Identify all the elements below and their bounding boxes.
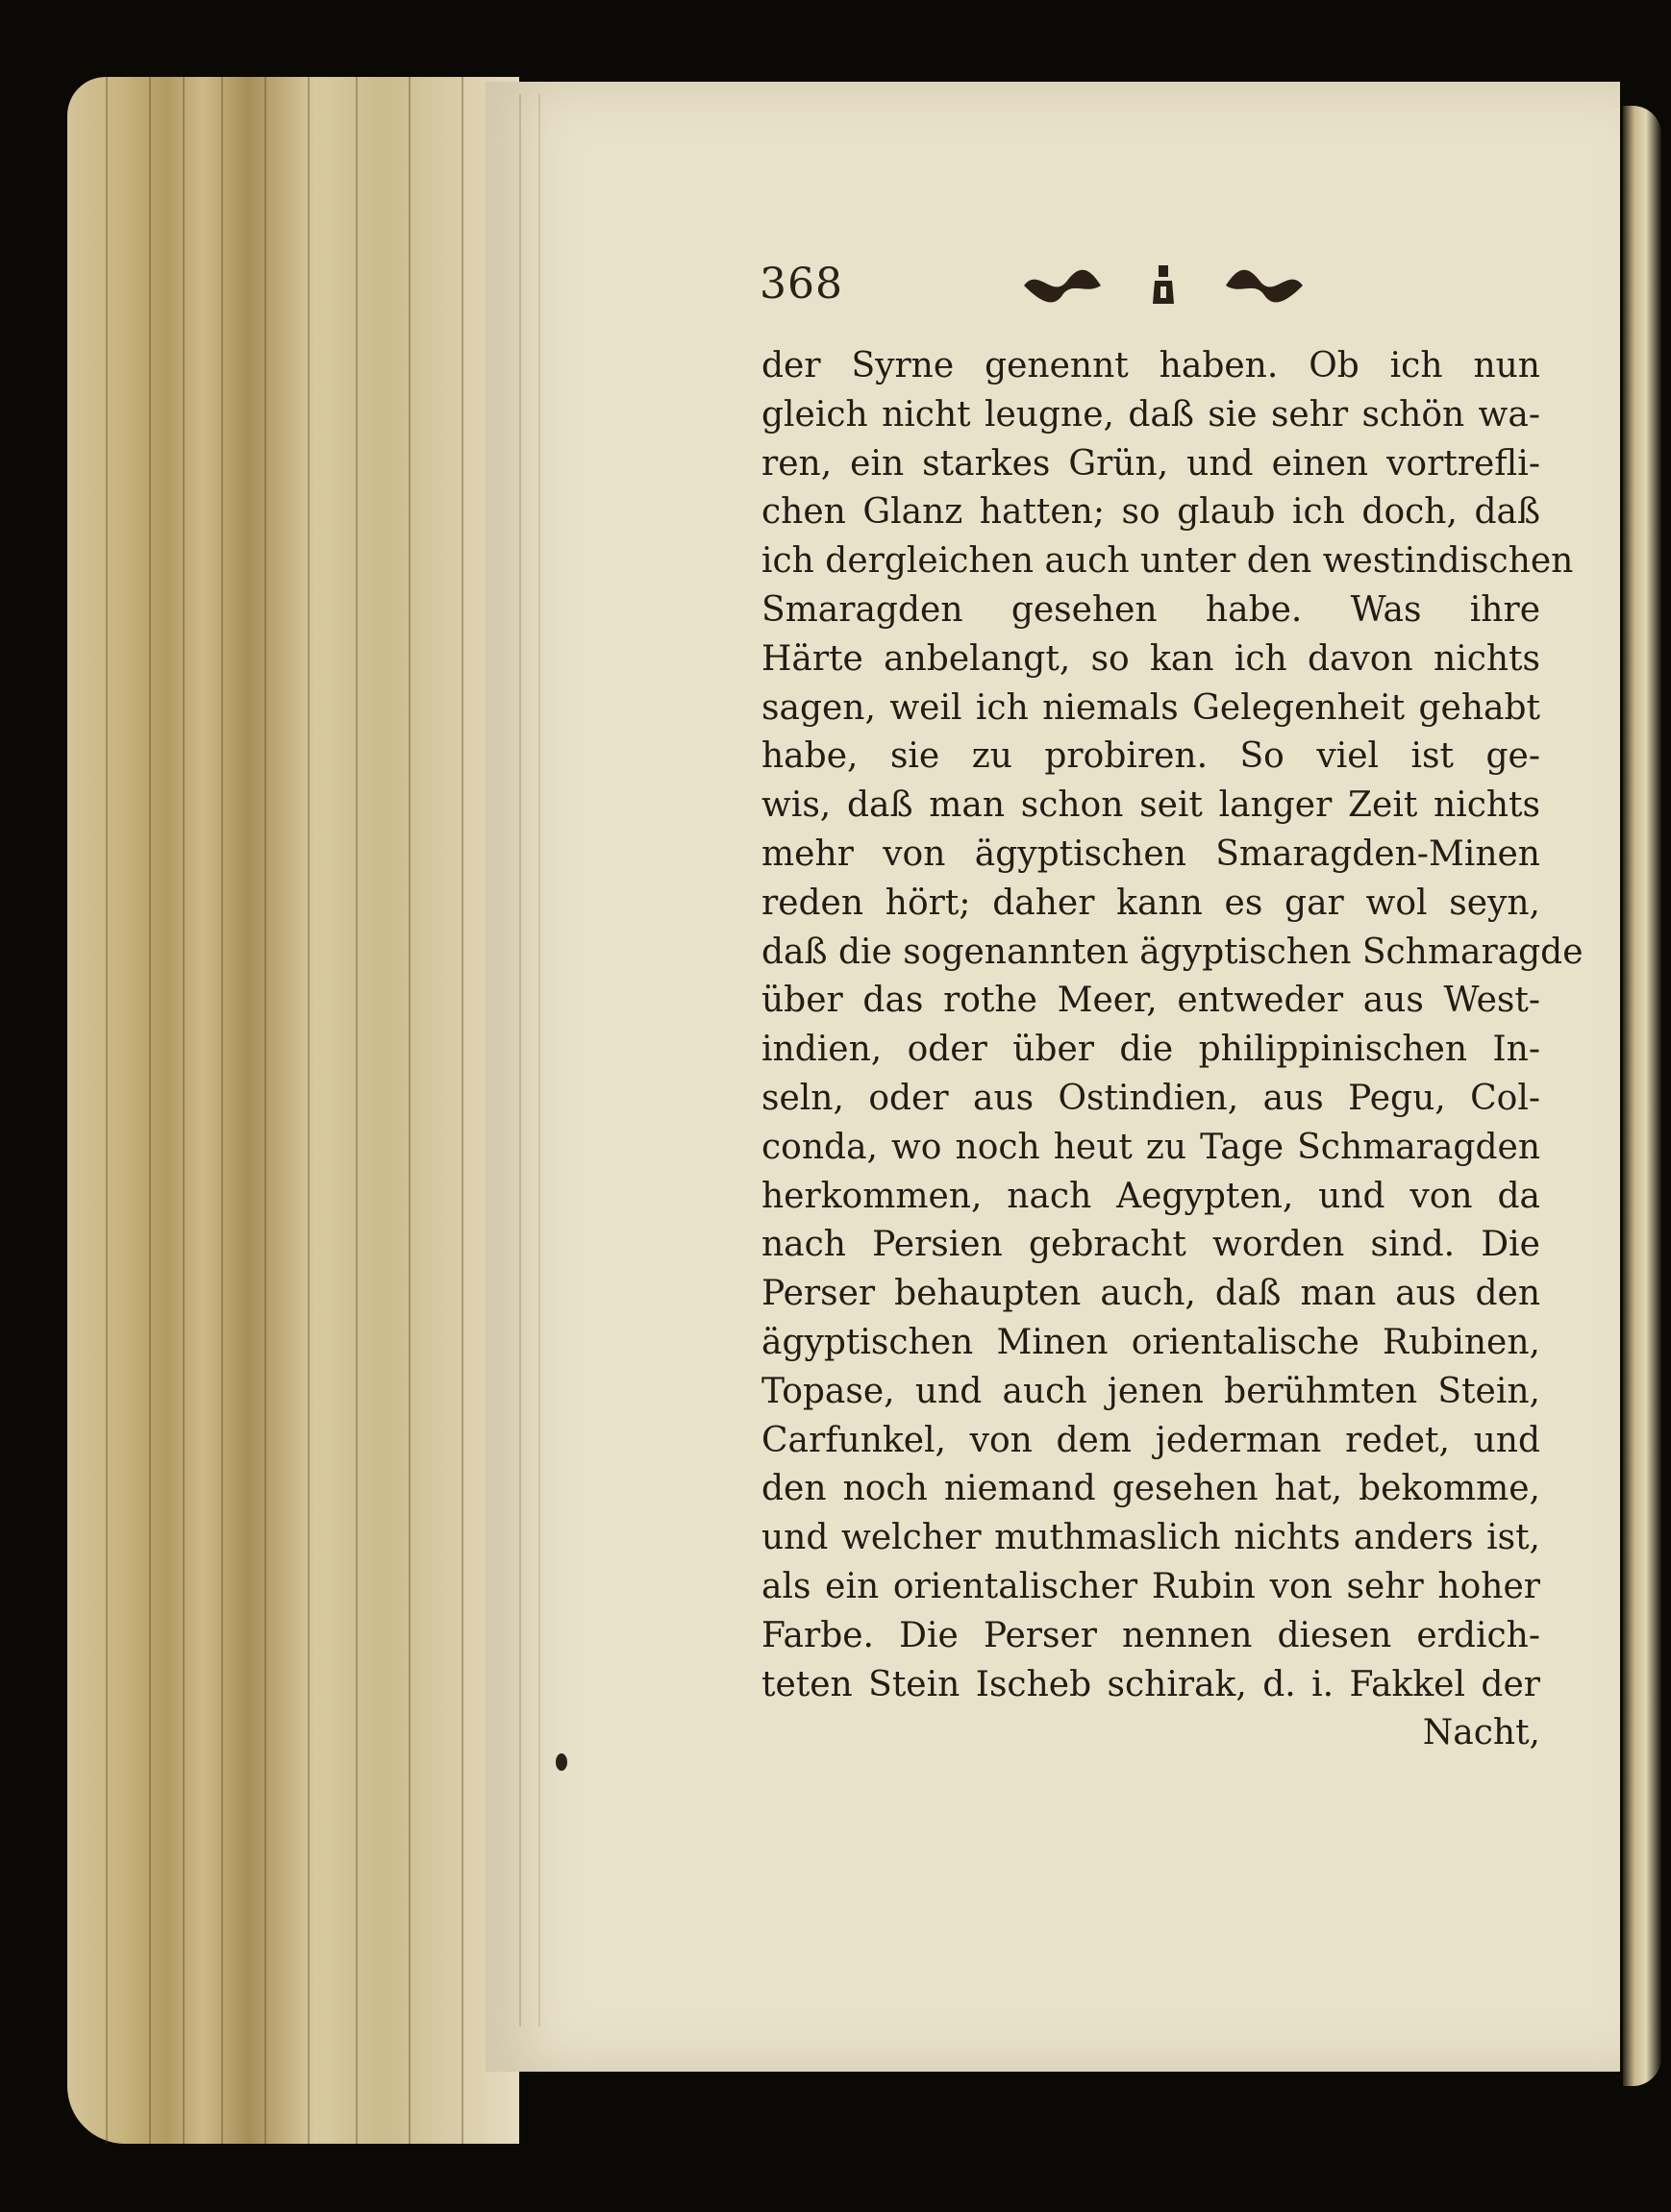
text-line: der Syrne genennt haben. Ob ich nun — [761, 346, 1540, 385]
text-line: nach Persien gebracht worden sind. Die — [761, 1225, 1540, 1265]
text-line: herkommen, nach Aegypten, und von da — [761, 1176, 1540, 1216]
ornament-center-icon — [1149, 261, 1178, 310]
text-line: mehr von ägyptischen Smaragden-Minen — [761, 833, 1540, 874]
text-line: den noch niemand gesehen hat, bekomme, — [761, 1469, 1540, 1509]
text-line: daß die sogenannten ägyptischen Schmaragde — [761, 932, 1584, 972]
text-line: Härte anbelangt, so kan ich davon nichts — [761, 638, 1540, 679]
text-line: habe, sie zu probiren. So viel ist ge- — [761, 736, 1540, 777]
text-line: ren, ein starkes Grün, und einen vortrefli- — [761, 443, 1540, 484]
text-line: über das rothe Meer, entweder aus West- — [761, 981, 1540, 1021]
catchword: Nacht, — [1422, 1713, 1540, 1753]
text-line: ich dergleichen auch unter den westindischen — [761, 541, 1574, 582]
text-line: Carfunkel, von dem jederman redet, und — [761, 1420, 1540, 1460]
text-line: und welcher muthmaslich nichts anders ist, — [761, 1518, 1540, 1558]
page-header — [760, 260, 1336, 317]
text-line: ägyptischen Minen orientalische Rubinen, — [761, 1322, 1540, 1362]
text-line: conda, wo noch heut zu Tage Schmaragden — [761, 1127, 1540, 1167]
text-line: chen Glanz hatten; so glaub ich doch, daß — [761, 492, 1540, 533]
text-line: indien, oder über die philippinischen In- — [761, 1030, 1540, 1070]
text-line: Smaragden gesehen habe. Was ihre — [761, 589, 1540, 630]
ornament-left-icon — [1019, 261, 1106, 310]
ornament-right-icon — [1221, 261, 1308, 310]
text-line: Topase, und auch jenen berühmten Stein, — [761, 1371, 1540, 1411]
text-line: seln, oder aus Ostindien, aus Pegu, Col- — [761, 1078, 1540, 1118]
ink-spot — [556, 1753, 567, 1771]
text-line: gleich nicht leugne, daß sie sehr schön wa- — [761, 394, 1540, 435]
right-page-edge — [1623, 106, 1661, 2086]
page-edges — [67, 77, 519, 2144]
text-line: sagen, weil ich niemals Gelegenheit gehabt — [761, 687, 1540, 728]
text-line: als ein orientalischer Rubin von sehr hoher — [761, 1566, 1540, 1606]
page-inner-frame — [519, 94, 540, 2026]
text-line: reden hört; daher kann es gar wol seyn, — [761, 882, 1540, 923]
text-line: Farbe. Die Perser nennen diesen erdich- — [761, 1615, 1540, 1655]
text-line: teten Stein Ischeb schirak, d. i. Fakkel der — [761, 1664, 1540, 1704]
text-line: wis, daß man schon seit langer Zeit nichts — [761, 785, 1540, 826]
page-number: 368 — [760, 260, 843, 309]
text-line: Perser behaupten auch, daß man aus den — [761, 1274, 1540, 1314]
body-text — [761, 342, 1584, 1758]
